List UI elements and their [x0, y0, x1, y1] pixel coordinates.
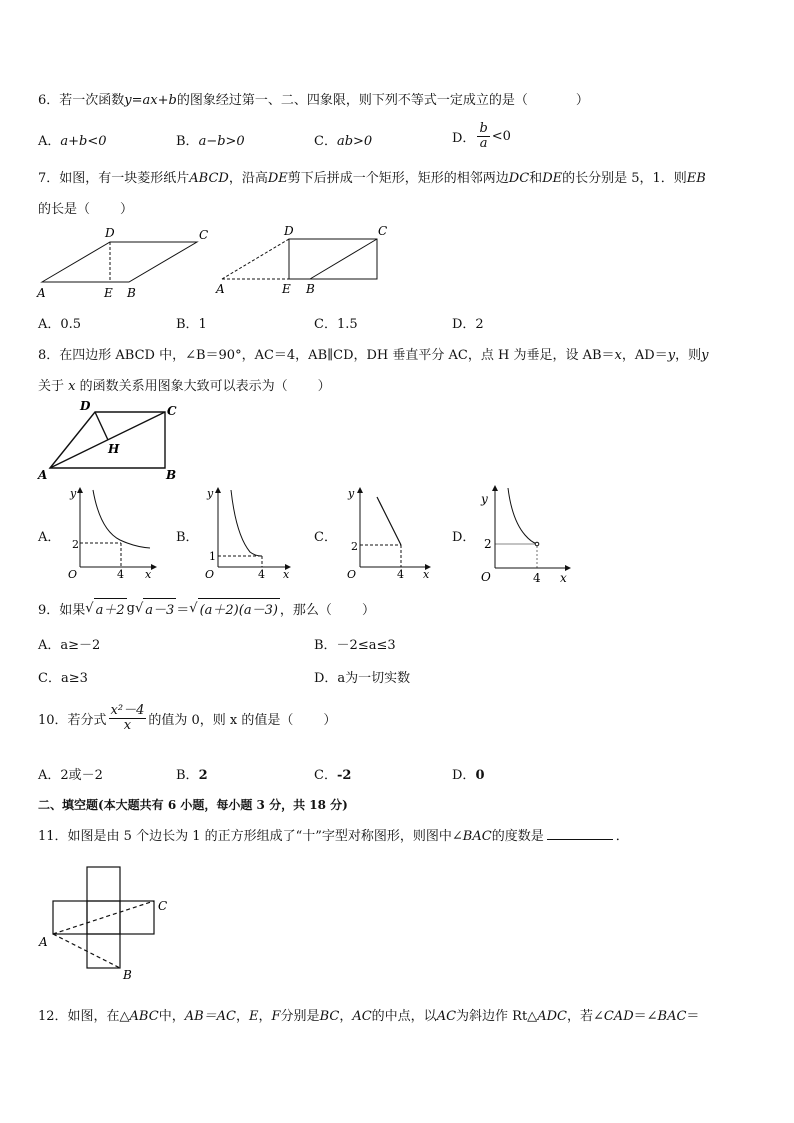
q8-graph-a-four: 4: [117, 568, 124, 581]
q8-option-d-label: D．: [452, 530, 476, 545]
q8-graph-a-level: 2: [72, 538, 79, 551]
q6-stem-text: 6．若一次函数: [38, 93, 125, 108]
q8-label-a: A: [38, 468, 48, 482]
q8-option-b-label: B．: [176, 530, 199, 545]
q10-option-a: A．2或－2: [38, 768, 103, 783]
q8-graph-a-y: y: [70, 487, 77, 500]
q7-label-e1: E: [104, 286, 113, 300]
q7-label-b1: B: [127, 286, 136, 300]
q7-option-b: B．1: [176, 317, 207, 332]
q6-option-c: C．ab>0: [314, 134, 373, 149]
q10-option-d: D．0: [452, 768, 485, 783]
q8-graph-b-x: x: [283, 568, 290, 581]
q7-label-d1: D: [105, 226, 115, 240]
q8-option-a-label: A．: [38, 530, 61, 545]
q8-graph-c-four: 4: [397, 568, 404, 581]
q6-paren-close: ）: [575, 93, 589, 108]
q9-option-d: D．a为一切实数: [314, 671, 411, 686]
q9-option-a: A．a≥－2: [38, 638, 101, 653]
section-title-fill-blank: 二、填空题(本大题共有 6 小题，每小题 3 分，共 18 分): [38, 798, 348, 812]
q8-graph-c-x: x: [423, 568, 430, 581]
q8-stem-line1: 8．在四边形 ABCD 中，∠B＝90°，AC＝4，AB∥CD，DH 垂直平分 AC，点 H 为垂足，设 AB＝x，AD＝y，则y: [38, 348, 709, 363]
q11-label-a: A: [39, 935, 48, 949]
q8-graph-b-o: O: [205, 568, 215, 581]
q8-graph-a-o: O: [68, 568, 78, 581]
q7-option-c: C．1.5: [314, 317, 358, 332]
q10-option-b: B．2: [176, 768, 208, 783]
q7-label-d2: D: [284, 224, 294, 238]
q8-graph-a-x: x: [145, 568, 152, 581]
q7-stem-line2: 的长是（ ）: [38, 202, 134, 217]
q7-label-b2: B: [306, 282, 315, 296]
q8-graph-b-y: y: [207, 487, 214, 500]
q9-option-c: C．a≥3: [38, 671, 88, 686]
q8-graph-b-level: 1: [209, 550, 216, 563]
q6-option-d: D． $\frac{b}{a}$ <0: [452, 121, 511, 151]
q8-graph-d-o: O: [481, 570, 491, 584]
q8-graph-d-four: 4: [533, 571, 541, 585]
q8-graph-c-y: y: [348, 487, 355, 500]
q7-stem-line1: 7．如图，有一块菱形纸片ABCD，沿高DE剪下后拼成一个矩形，矩形的相邻两边DC和DE的长分别是 5，1．则EB: [38, 171, 706, 186]
q8-label-c: C: [167, 404, 177, 418]
q6-stem-text-b: 的图象经过第一、二、四象限，则下列不等式一定成立的是（: [176, 93, 528, 108]
q11-label-c: C: [158, 899, 168, 913]
q7-option-a: A．0.5: [38, 317, 82, 332]
q8-option-c-label: C．: [314, 530, 337, 545]
q9-stem: 9．如果 √ a＋2 g √ a－3 ＝ √ (a＋2)(a－3) ，那么（ ）: [38, 598, 375, 618]
q8-graph-d-x: x: [560, 571, 567, 585]
q6-option-b: B．a−b>0: [176, 134, 245, 149]
q7-label-c2: C: [378, 224, 388, 238]
q8-stem-line2: 关于 x 的函数关系用图象大致可以表示为（ ）: [38, 379, 331, 394]
q7-label-a1: A: [37, 286, 46, 300]
q9-option-b: B．－2≤a≤3: [314, 638, 396, 653]
q8-label-h: H: [108, 442, 120, 456]
q12-stem: 12．如图，在△ABC中，AB＝AC，E，F分别是BC，AC的中点，以AC为斜边作 Rt△ADC，若∠CAD＝∠BAC＝: [38, 1009, 700, 1024]
q7-label-c1: C: [199, 228, 209, 242]
q7-label-a2: A: [216, 282, 225, 296]
q8-graph-c-level: 2: [351, 540, 358, 553]
q10-stem: 10．若分式 $\frac{\text{x²－4}}{x}$ 的值为 0，则 x 的值是（ ）: [38, 703, 337, 733]
q8-graph-d-y: y: [481, 492, 488, 506]
q7-label-e2: E: [282, 282, 291, 296]
q7-option-d: D．2: [452, 317, 484, 332]
q8-graph-d-level: 2: [484, 537, 492, 551]
q8-label-d: D: [80, 399, 91, 413]
q10-option-c: C．-2: [314, 768, 352, 783]
q11-stem: 11．如图是由 5 个边长为 1 的正方形组成了“十”字型对称图形，则图中∠BAC的度数是 ．: [38, 829, 629, 844]
q11-label-b: B: [123, 968, 132, 982]
q6-option-a: A．a+b<0: [38, 134, 107, 149]
q6-function: y=ax+b: [124, 93, 177, 108]
q8-label-b: B: [166, 468, 177, 482]
q8-graph-c-o: O: [347, 568, 357, 581]
q8-graph-b-four: 4: [258, 568, 265, 581]
